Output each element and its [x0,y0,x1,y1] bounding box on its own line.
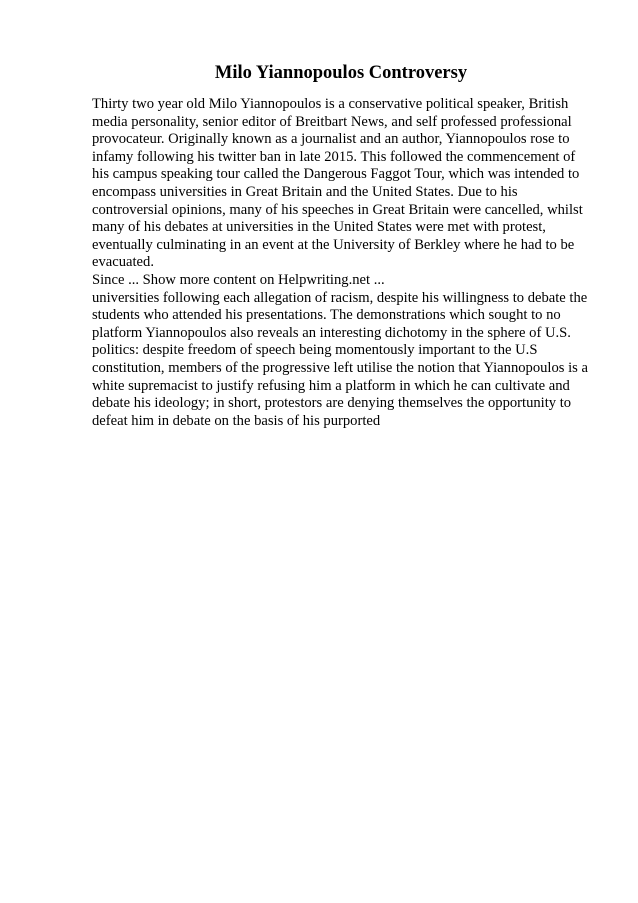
body-line: many of his debates at universities in the United States were met with protest, [92,219,546,236]
body-line: Thirty two year old Milo Yiannopoulos is a conservative political speaker, British [92,96,569,112]
body-line: infamy following his twitter ban in late 2015. This followed the commencement of [92,148,576,165]
document-title: Milo Yiannopoulos Controversy [214,63,468,83]
body-line: politics: despite freedom of speech being momentously important to the U.S [92,342,538,359]
body-line: platform Yiannopoulos also reveals an interesting dichotomy in the sphere of U.S. [92,324,571,341]
body-line: his campus speaking tour called the Dangerous Faggot Tour, which was intended to [92,166,580,183]
body-line: provocateur. Originally known as a journalist and an author, Yiannopoulos rose to [92,131,570,148]
body-line: debate his ideology; in short, protestors are denying themselves the opportunity to [92,395,572,412]
body-line: constitution, members of the progressive left utilise the notion that Yiannopoulos is a [92,359,588,376]
body-line: defeat him in debate on the basis of his purported [92,412,381,429]
body-line: evacuated. [92,254,154,271]
show-more-link-line[interactable]: Since ... Show more content on Helpwriting.net ... [92,271,385,288]
document-body [92,96,612,430]
body-line: white supremacist to justify refusing him a platform in which he can cultivate and [92,377,570,394]
body-line: controversial opinions, many of his speeches in Great Britain were cancelled, whilst [92,201,583,218]
body-line: universities following each allegation of racism, despite his willingness to debate the [92,289,588,306]
body-line: eventually culminating in an event at the University of Berkley where he had to be [92,236,575,253]
body-line: media personality, senior editor of Breitbart News, and self professed professional [92,113,572,130]
body-line: students who attended his presentations. The demonstrations which sought to no [92,307,561,324]
body-line: encompass universities in Great Britain and the United States. Due to his [92,183,518,200]
